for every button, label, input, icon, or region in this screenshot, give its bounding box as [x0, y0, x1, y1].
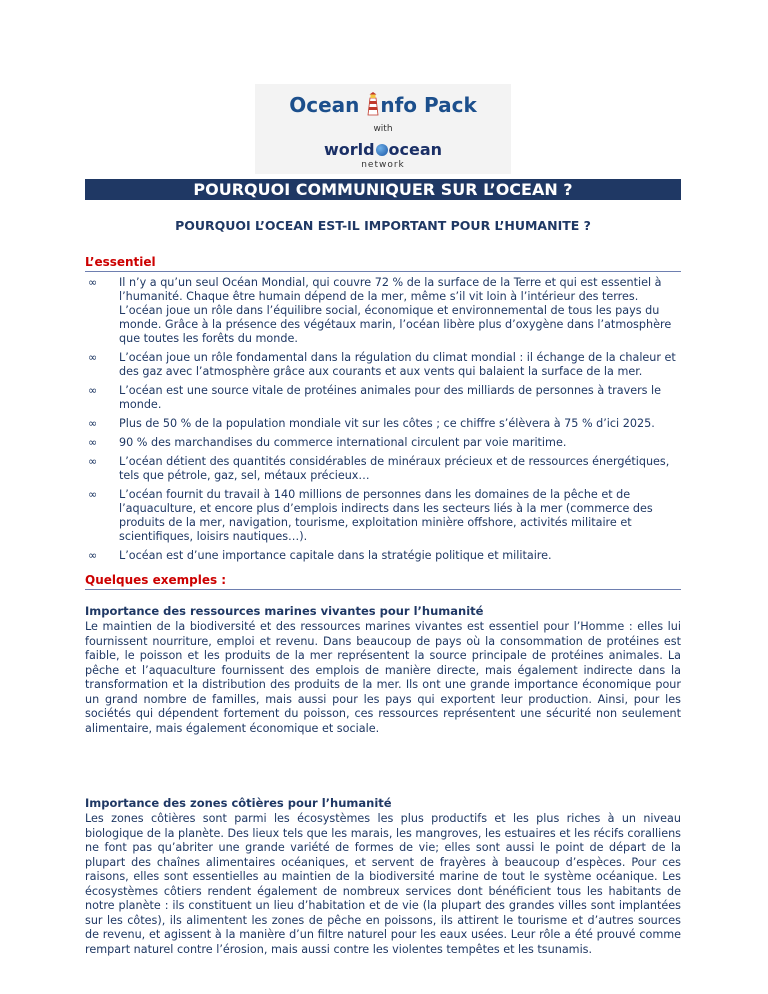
logo-with: with	[373, 124, 393, 134]
list-item-text: Plus de 50 % de la population mondiale vit sur les côtes ; ce chiffre s’élèvera à 75 % d’ici 2025.	[119, 417, 655, 430]
page-title-banner: POURQUOI COMMUNIQUER SUR L’OCEAN ?	[85, 179, 681, 200]
list-item	[85, 351, 681, 379]
list-item	[85, 417, 681, 431]
page-subtitle: POURQUOI L’OCEAN EST-IL IMPORTANT POUR L’HUMANITE ?	[175, 218, 591, 233]
list-item-text: L’océan est une source vitale de protéines animales pour des milliards de personnes à travers le monde.	[119, 384, 662, 411]
list-item	[85, 276, 681, 346]
infinity-bullet-icon: ∞	[88, 276, 98, 289]
logo-title-part1: Ocean	[289, 93, 367, 117]
subheading-ressources-marines: Importance des ressources marines vivantes pour l’humanité	[85, 604, 484, 618]
section-heading-essentiel: L’essentiel	[85, 255, 681, 272]
list-item-text: 90 % des marchandises du commerce international circulent par voie maritime.	[119, 436, 567, 449]
logo-title-part2: nfo Pack	[380, 93, 477, 117]
list-item	[85, 488, 681, 544]
paragraph-ressources-marines: Le maintien de la biodiversité et des ressources marines vivantes est essentiel pour l’Homme : elles lui fournissent nourriture, emploi et revenu. Dans beaucoup de pays où la consommation de protéines est faible, le poisson et les produits de la mer représentent la source principale de protéines animales. La pêche et l’aquaculture fournissent des emplois de manière directe, mais également indirecte dans la transformation et la distribution des produits de la mer. Ils ont une grande importance économique pour un grand nombre de familles, mais aussi pour les pays qui exportent leur production. Ainsi, pour les sociétés qui dépendent fortement du poisson, ces ressources représentent une sécurité non seulement alimentaire, mais également économique et sociale.	[85, 620, 681, 735]
infinity-bullet-icon: ∞	[88, 455, 98, 468]
list-item	[85, 384, 681, 412]
lighthouse-icon	[366, 92, 380, 116]
list-item-text: Il n’y a qu’un seul Océan Mondial, qui couvre 72 % de la surface de la Terre et qui est essentiel à l’humanité. Chaque être humain dépend de la mer, même s’il vit loin à l’intérieur des terres. L’océan joue un rôle dans l’équilibre social, économique et environnemental de tous les pays du monde. Grâce à la présence des végétaux marin, l’océan libère plus d’oxygène dans l’atmosphère que toutes les forêts du monde.	[119, 276, 672, 345]
logo-title	[255, 92, 511, 117]
ocean-info-pack-logo	[255, 84, 511, 174]
infinity-bullet-icon: ∞	[88, 549, 98, 562]
infinity-bullet-icon: ∞	[88, 351, 98, 364]
list-item-text: L’océan joue un rôle fondamental dans la régulation du climat mondial : il échange de la chaleur et des gaz avec l’atmosphère grâce aux courants et aux vents qui balaient la surface de la mer.	[119, 351, 676, 378]
list-item-text: L’océan fournit du travail à 140 millions de personnes dans les domaines de la pêche et de l’aquaculture, et encore plus d’emplois indirects dans les secteurs liés à la mer (commerce des produits de la mer, navigation, tourisme, exploitation minière offshore, activités militaire et scientifiques, loisirs nautiques…).	[119, 488, 653, 543]
globe-icon	[376, 144, 388, 156]
infinity-bullet-icon: ∞	[88, 417, 98, 430]
essentiel-list	[85, 276, 681, 568]
list-item-text: L’océan est d’une importance capitale dans la stratégie politique et militaire.	[119, 549, 552, 562]
list-item-text: L’océan détient des quantités considérables de minéraux précieux et de ressources énergétiques, tels que pétrole, gaz, sel, métaux précieux…	[119, 455, 670, 482]
logo-world: world	[323, 140, 375, 159]
section-heading-exemples: Quelques exemples :	[85, 573, 681, 590]
world-ocean-network-logo	[255, 140, 511, 159]
infinity-bullet-icon: ∞	[88, 384, 98, 397]
list-item	[85, 455, 681, 483]
logo-ocean: ocean	[388, 140, 443, 159]
logo-network: network	[361, 160, 405, 170]
list-item	[85, 436, 681, 450]
infinity-bullet-icon: ∞	[88, 488, 98, 501]
infinity-bullet-icon: ∞	[88, 436, 98, 449]
subheading-zones-cotieres: Importance des zones côtières pour l’humanité	[85, 796, 392, 810]
list-item	[85, 549, 681, 563]
paragraph-zones-cotieres: Les zones côtières sont parmi les écosystèmes les plus productifs et les plus riches à un niveau biologique de la planète. Des lieux tels que les marais, les mangroves, les estuaires et les récifs coralliens ne font pas qu’abriter une grande variété de formes de vie; elles sont aussi le point de départ de la plupart des chaînes alimentaires océaniques, et servent de frayères à beaucoup d’espèces. Pour ces raisons, elles sont essentielles au maintien de la biodiversité marine de tout le système océanique. Les écosystèmes côtiers rendent également de nombreux services dont bénéficient tous les habitants de notre planète : ils constituent un lieu d’habitation et de vie (la plupart des grandes villes sont implantées sur les côtes), ils alimentent les zones de pêche en poissons, ils attirent le tourisme et d’autres sources de revenu, et agissent à la manière d’un filtre naturel pour les eaux usées. Leur rôle a été prouvé comme rempart naturel contre l’érosion, mais aussi contre les violentes tempêtes et les tsunamis.	[85, 812, 681, 956]
